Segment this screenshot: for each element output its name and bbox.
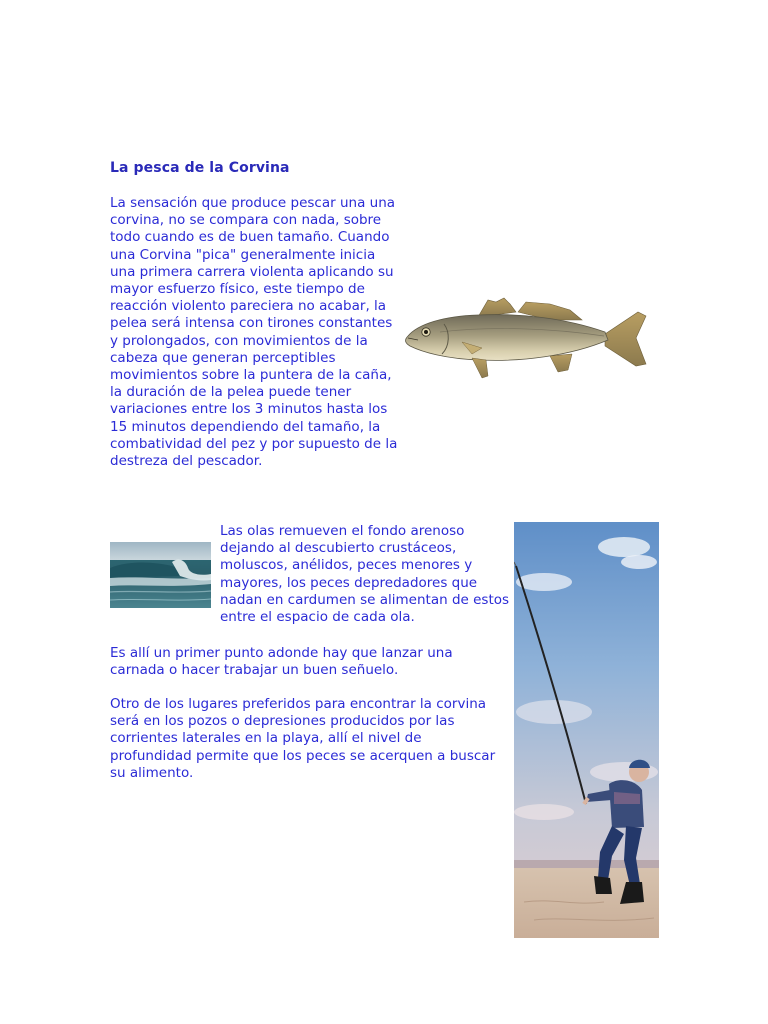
angler-image xyxy=(514,522,659,938)
paragraph-fight-description: La sensación que produce pescar una una corvina, no se compara con nada, sobre todo cuando es de buen tamaño. Cuando una Corvina "pica" generalmente inicia una primera carrera violenta aplicando su mayor esfuerzo físico, este tiempo de reacción violento pareciera no acabar, la pelea será intensa con tirones constantes y prolongados, con movimientos de la cabeza que generan perceptibles movimientos sobre la puntera de la caña, la duración de la pelea puede tener variaciones entre los 3 minutos hasta los 15 minutos dependiendo del tamaño, la combatividad del pez y por supuesto de la destreza del pescador. xyxy=(110,195,398,470)
paragraph-waves: Las olas remueven el fondo arenoso dejando al descubierto crustáceos, moluscos, anélidos, peces menores y mayores, los peces depredadores que nadan en cardumen se alimentan de estos entre el espacio de cada ola. xyxy=(220,523,510,626)
wave-image xyxy=(110,542,211,608)
corvina-fish-image xyxy=(400,290,650,390)
paragraph-cast-point: Es allí un primer punto adonde hay que lanzar una carnada o hacer trabajar un buen señuelo. xyxy=(110,645,453,679)
article-title: La pesca de la Corvina xyxy=(110,160,290,176)
paragraph-depressions: Otro de los lugares preferidos para encontrar la corvina será en los pozos o depresiones producidos por las corrientes laterales en la playa, allí el nivel de profundidad permite que los peces se acerquen a buscar su alimento. xyxy=(110,696,496,781)
